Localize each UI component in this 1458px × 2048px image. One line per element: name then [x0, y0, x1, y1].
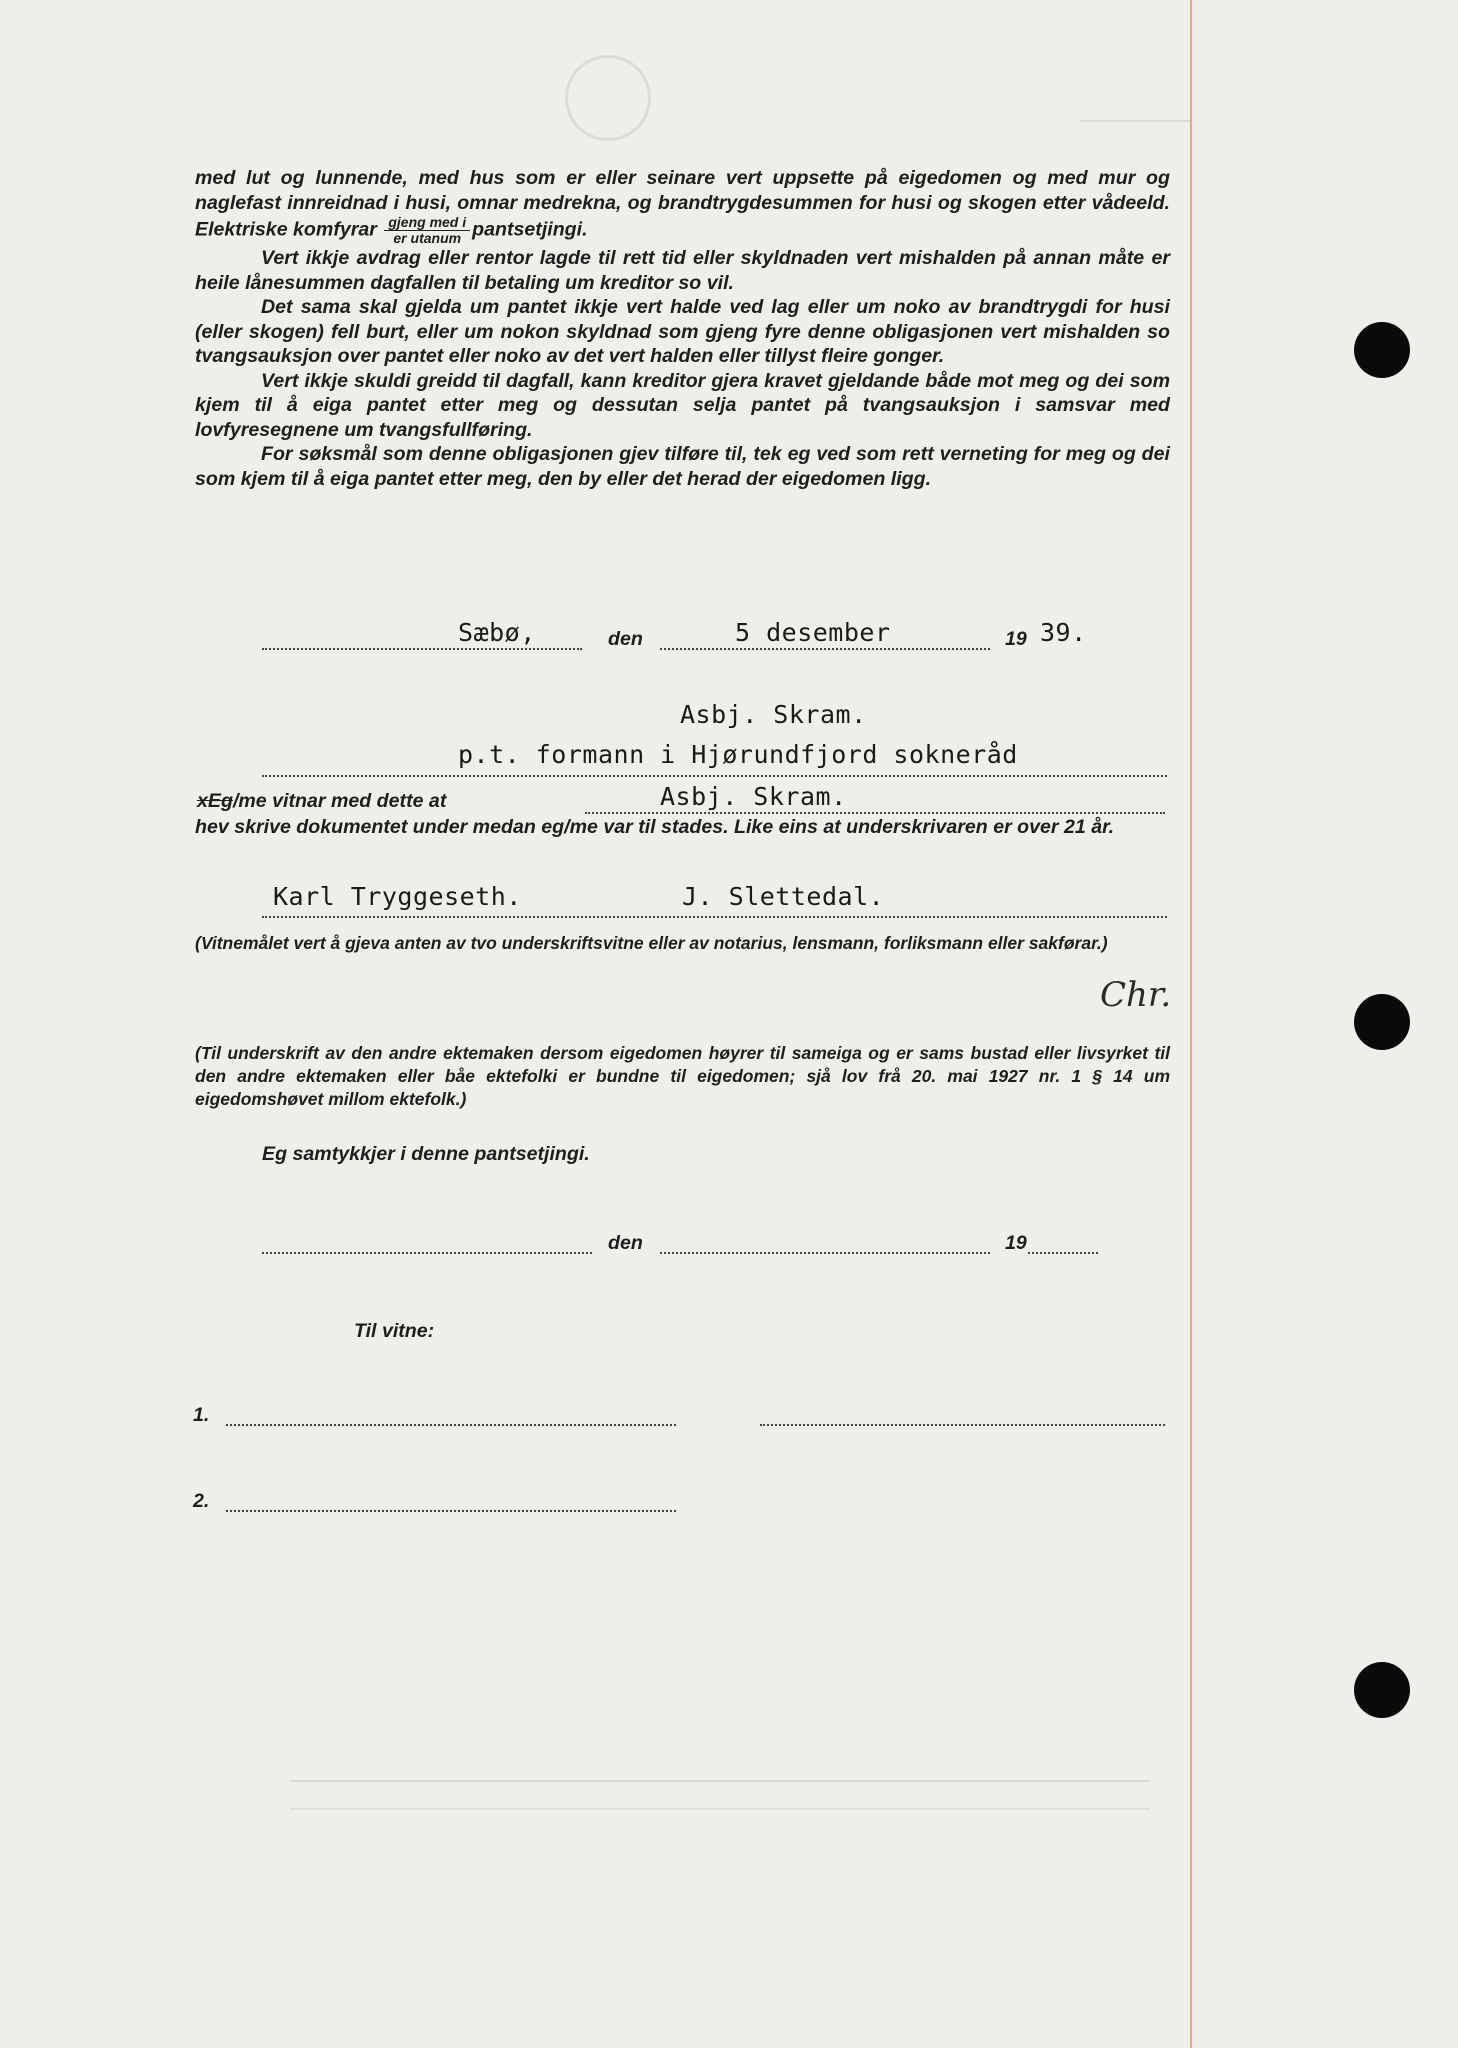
fraction-top: gjeng med i: [384, 215, 470, 231]
witness-1-line-right: [760, 1424, 1165, 1426]
witnesses-line: [262, 916, 1167, 918]
witness-note: (Vitnemålet vert å gjeva anten av tvo underskriftsvitne eller av notarius, lensmann, forliksmann eller sakførar.): [195, 933, 1108, 953]
witness-statement-text: /me vitnar med dette at: [232, 790, 447, 812]
consent-text: Eg samtykkjer i denne pantsetjingi.: [262, 1143, 590, 1165]
margin-rule: [1190, 0, 1192, 2048]
paragraph-insurance: Det sama skal gjelda um pantet ikkje vert halde ved lag eller um noko av brandtrygdi for husi (eller skogen) fell burt, eller um nokon skyldnad som gjeng fyre denne obligasjonen vert mishalden so tvangsauksjon over pantet eller noko av det vert halden eller tillyst fleire gonger.: [195, 296, 1170, 367]
witness-second-name: J. Slettedal.: [682, 882, 885, 911]
bleed-through-rule: [1080, 120, 1190, 122]
blank-year-prefix: 19: [1005, 1232, 1027, 1254]
struck-text: xEg: [197, 790, 233, 812]
den-label: den: [608, 628, 643, 650]
witness-first-name: Karl Tryggeseth.: [273, 882, 522, 911]
paragraph-property: [195, 166, 1170, 246]
witness-2-line: [226, 1510, 676, 1512]
blank-date-line: [660, 1252, 990, 1254]
paragraph-text: med lut og lunnende, med hus som er eller seinare vert uppsette på eigedomen og med mur og naglefast innreidnad i husi, omnar medrekna, og brandtrygdesummen for husi og skogen etter vådeeld. Elektriske komfyrar: [195, 167, 1170, 241]
blank-year-line: [1028, 1252, 1098, 1254]
date-line: [660, 648, 990, 650]
paragraph-due: Vert ikkje skuldi greidd til dagfall, kann kreditor gjera kravet gjeldande både mot meg og dei som kjem til å eiga pantet etter meg og dessutan selja pantet på tvangsauksjon i samsvar med lovfyresegnene um tvangsfullføring.: [195, 369, 1170, 441]
signature-name: Asbj. Skram.: [680, 700, 867, 729]
bleed-through-bottom-rule-2: [290, 1808, 1150, 1810]
year-prefix: 19: [1005, 628, 1027, 650]
witness-prefix-struck: [197, 790, 446, 813]
til-vitne-label: Til vitne:: [354, 1320, 435, 1342]
year-value: 39.: [1040, 618, 1087, 647]
punch-hole-top: [1354, 322, 1410, 378]
date-value: 5 desember: [735, 618, 891, 647]
bleed-through-bottom-rule: [290, 1780, 1150, 1782]
signature-title: p.t. formann i Hjørundfjord sokneråd: [458, 740, 1018, 769]
paragraph-default: Vert ikkje avdrag eller rentor lagde til rett tid eller skyldnaden vert mishalden på annan måte er heile lånesummen dagfallen til betaling um kreditor so vil.: [195, 247, 1170, 294]
paragraph-text-end: pantsetjingi.: [472, 218, 588, 241]
witness-1-line-left: [226, 1424, 676, 1426]
punch-hole-middle: [1354, 994, 1410, 1050]
paragraph-venue: For søksmål som denne obligasjonen gjev tilføre til, tek eg ved som rett verneting for meg og dei som kjem til å eiga pantet etter meg, den by eller det herad der eigedomen ligg.: [195, 443, 1170, 490]
place-line: [262, 648, 582, 650]
witness-signer-line: [585, 812, 1165, 814]
blank-den-label: den: [608, 1232, 643, 1254]
punch-hole-bottom: [1354, 1662, 1410, 1718]
choice-fraction: [384, 215, 470, 246]
place-value: Sæbø,: [458, 618, 536, 647]
terms-text: [195, 166, 1170, 491]
signature-line: [262, 775, 1167, 777]
witness-statement-body: hev skrive dokumentet under medan eg/me var til stades. Like eins at underskrivaren er over 21 år.: [195, 816, 1115, 838]
spouse-note: (Til underskrift av den andre ektemaken dersom eigedomen høyrer til sameiga og er sams bustad eller livsyrket til den andre ektemaken eller båe ektefolki er bundne til eigedomen; sjå lov frå 20. mai 1927 nr. 1 § 14 um eigedomshøvet millom ektefolk.): [195, 1043, 1170, 1109]
blank-place-line: [262, 1252, 592, 1254]
bleed-through-stamp: [565, 55, 651, 141]
initials-mark: Chr.: [1100, 975, 1172, 1015]
witness-signer-name: Asbj. Skram.: [660, 782, 847, 811]
fraction-bottom: er utanum: [393, 230, 462, 246]
witness-number-2: 2.: [193, 1490, 210, 1512]
witness-number-1: 1.: [193, 1404, 210, 1426]
